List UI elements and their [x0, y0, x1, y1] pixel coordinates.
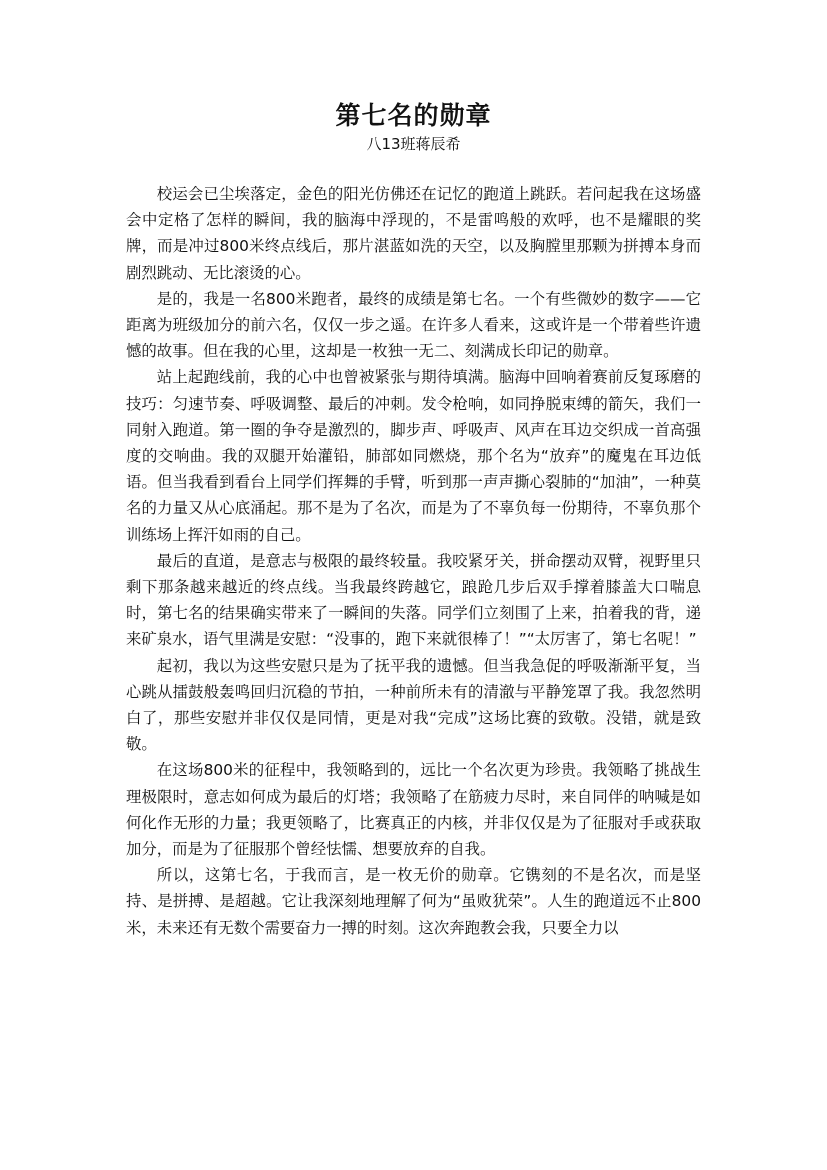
- paragraph: 校运会已尘埃落定，金色的阳光仿佛还在记忆的跑道上跳跃。若问起我在这场盛会中定格了怎样的瞬间，我的脑海中浮现的，不是雷鸣般的欢呼，也不是耀眼的奖牌，而是冲过800米终点线后，那片湛蓝如洗的天空，以及胸膛里那颗为拼搏本身而剧烈跳动、无比滚烫的心。: [126, 185, 701, 282]
- essay-title: 第七名的勋章: [335, 101, 492, 130]
- paragraph: 最后的直道，是意志与极限的最终较量。我咬紧牙关，拼命摆动双臂，视野里只剩下那条越来越近的终点线。当我最终跨越它，踉跄几步后双手撑着膝盖大口喘息时，第七名的结果确实带来了一瞬间的失落。同学们立刻围了上来，拍着我的背，递来矿泉水，语气里满是安慰：“没事的，跑下来就很棒了！”“太厉害了，第七名呢！”: [126, 551, 701, 649]
- paragraph: 起初，我以为这些安慰只是为了抚平我的遗憾。但当我急促的呼吸渐渐平复，当心跳从擂鼓般轰鸣回归沉稳的节拍，一种前所未有的清澈与平静笼罩了我。我忽然明白了，那些安慰并非仅仅是同情，更是对我“完成”这场比赛的致敬。没错，就是致敬。: [126, 656, 701, 754]
- essay-author: 八13班蒋辰希: [366, 135, 461, 153]
- paragraph: 是的，我是一名800米跑者，最终的成绩是第七名。一个有些微妙的数字——它距离为班级加分的前六名，仅仅一步之遥。在许多人看来，这或许是一个带着些许遗憾的故事。但在我的心里，这却是一枚独一无二、刻满成长印记的勋章。: [126, 289, 701, 361]
- paragraph: 所以，这第七名，于我而言，是一枚无价的勋章。它镌刻的不是名次，而是坚持、是拼搏、是超越。它让我深刻地理解了何为“虽败犹荣”。人生的跑道远不止800米，未来还有无数个需要奋力一搏的时刻。这次奔跑教会我，只要全力以: [126, 866, 701, 937]
- paragraph: 在这场800米的征程中，我领略到的，远比一个名次更为珍贵。我领略了挑战生理极限时，意志如何成为最后的灯塔；我领略了在筋疲力尽时，来自同伴的呐喊是如何化作无形的力量；我更领略了，比赛真正的内核，并非仅仅是为了征服对手或获取加分，而是为了征服那个曾经怯懦、想要放弃的自我。: [126, 761, 701, 859]
- essay-body: [126, 181, 701, 941]
- paragraph: 站上起跑线前，我的心中也曾被紧张与期待填满。脑海中回响着赛前反复琢磨的技巧：匀速节奏、呼吸调整、最后的冲刺。发令枪响，如同挣脱束缚的箭矢，我们一同射入跑道。第一圈的争夺是激烈的，脚步声、呼吸声、风声在耳边交织成一首高强度的交响曲。我的双腿开始灌铅，肺部如同燃烧，那个名为“放弃”的魔鬼在耳边低语。但当我看到看台上同学们挥舞的手臂，听到那一声声撕心裂肺的“加油”，一种莫名的力量又从心底涌起。那不是为了名次，而是为了不辜负每一份期待，不辜负那个训练场上挥汗如雨的自己。: [126, 368, 701, 544]
